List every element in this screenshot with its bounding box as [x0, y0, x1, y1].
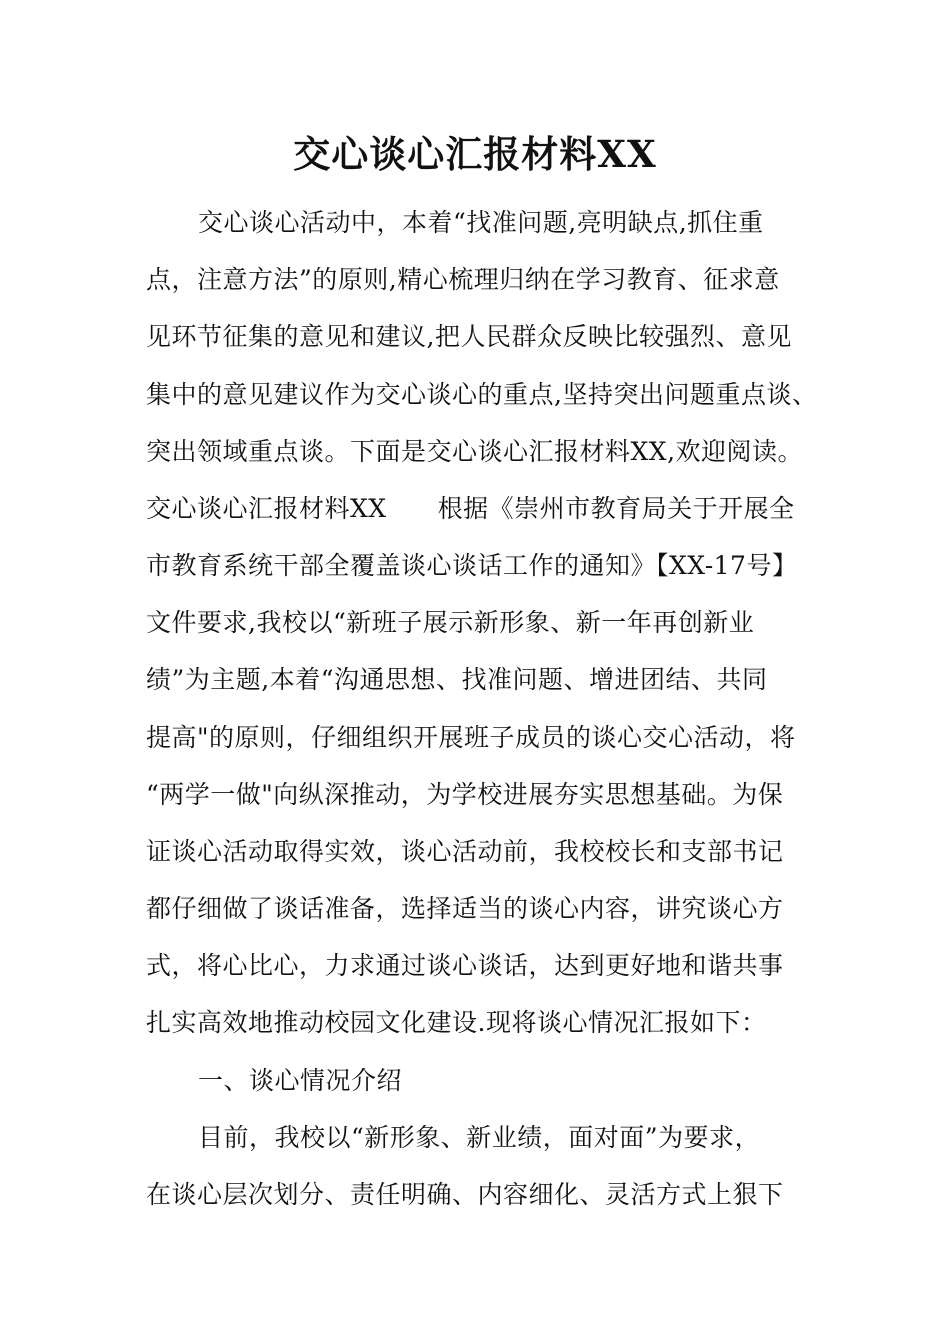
paragraph-line: 绩”为主题,本着“沟通思想、找准问题、增进团结、共同: [146, 665, 768, 694]
paragraph-line: 提高"的原则，仔细组织开展班子成员的谈心交心活动，将: [146, 723, 796, 752]
paragraph-line: 突出领域重点谈。下面是交心谈心汇报材料XX,欢迎阅读。: [146, 437, 804, 466]
paragraph-line: 式，将心比心，力求通过谈心谈话，达到更好地和谐共事: [146, 951, 784, 980]
paragraph-line: 目前，我校以“新形象、新业绩，面对面”为要求，: [198, 1123, 761, 1152]
paragraph-line: 证谈心活动取得实效，谈心活动前，我校校长和支部书记: [146, 837, 784, 866]
paragraph-line: 点，注意方法”的原则,精心梳理归纳在学习教育、征求意: [146, 265, 780, 294]
paragraph-line: 交心谈心活动中，本着“找准问题,亮明缺点,抓住重: [198, 208, 764, 237]
section-heading: 一、谈心情况介绍: [198, 1066, 403, 1095]
paragraph-line: 都仔细做了谈话准备，选择适当的谈心内容，讲究谈心方: [146, 894, 784, 923]
paragraph-line: 交心谈心汇报材料XX 根据《崇州市教育局关于开展全: [146, 494, 795, 523]
paragraph-line: 市教育系统干部全覆盖谈心谈话工作的通知》【XX-17号】: [146, 551, 798, 580]
paragraph-line: 集中的意见建议作为交心谈心的重点,坚持突出问题重点谈、: [146, 380, 818, 409]
paragraph-line: 见环节征集的意见和建议,把人民群众反映比较强烈、意见: [146, 322, 792, 351]
paragraph-line: “两学一做"向纵深推动，为学校进展夯实思想基础。为保: [146, 780, 784, 809]
document-title: 交心谈心汇报材料XX: [293, 132, 657, 176]
paragraph-line: 扎实高效地推动校园文化建设.现将谈心情况汇报如下：: [146, 1008, 767, 1037]
paragraph-line: 在谈心层次划分、责任明确、内容细化、灵活方式上狠下: [146, 1180, 784, 1209]
paragraph-line: 文件要求,我校以“新班子展示新形象、新一年再创新业: [146, 608, 755, 637]
